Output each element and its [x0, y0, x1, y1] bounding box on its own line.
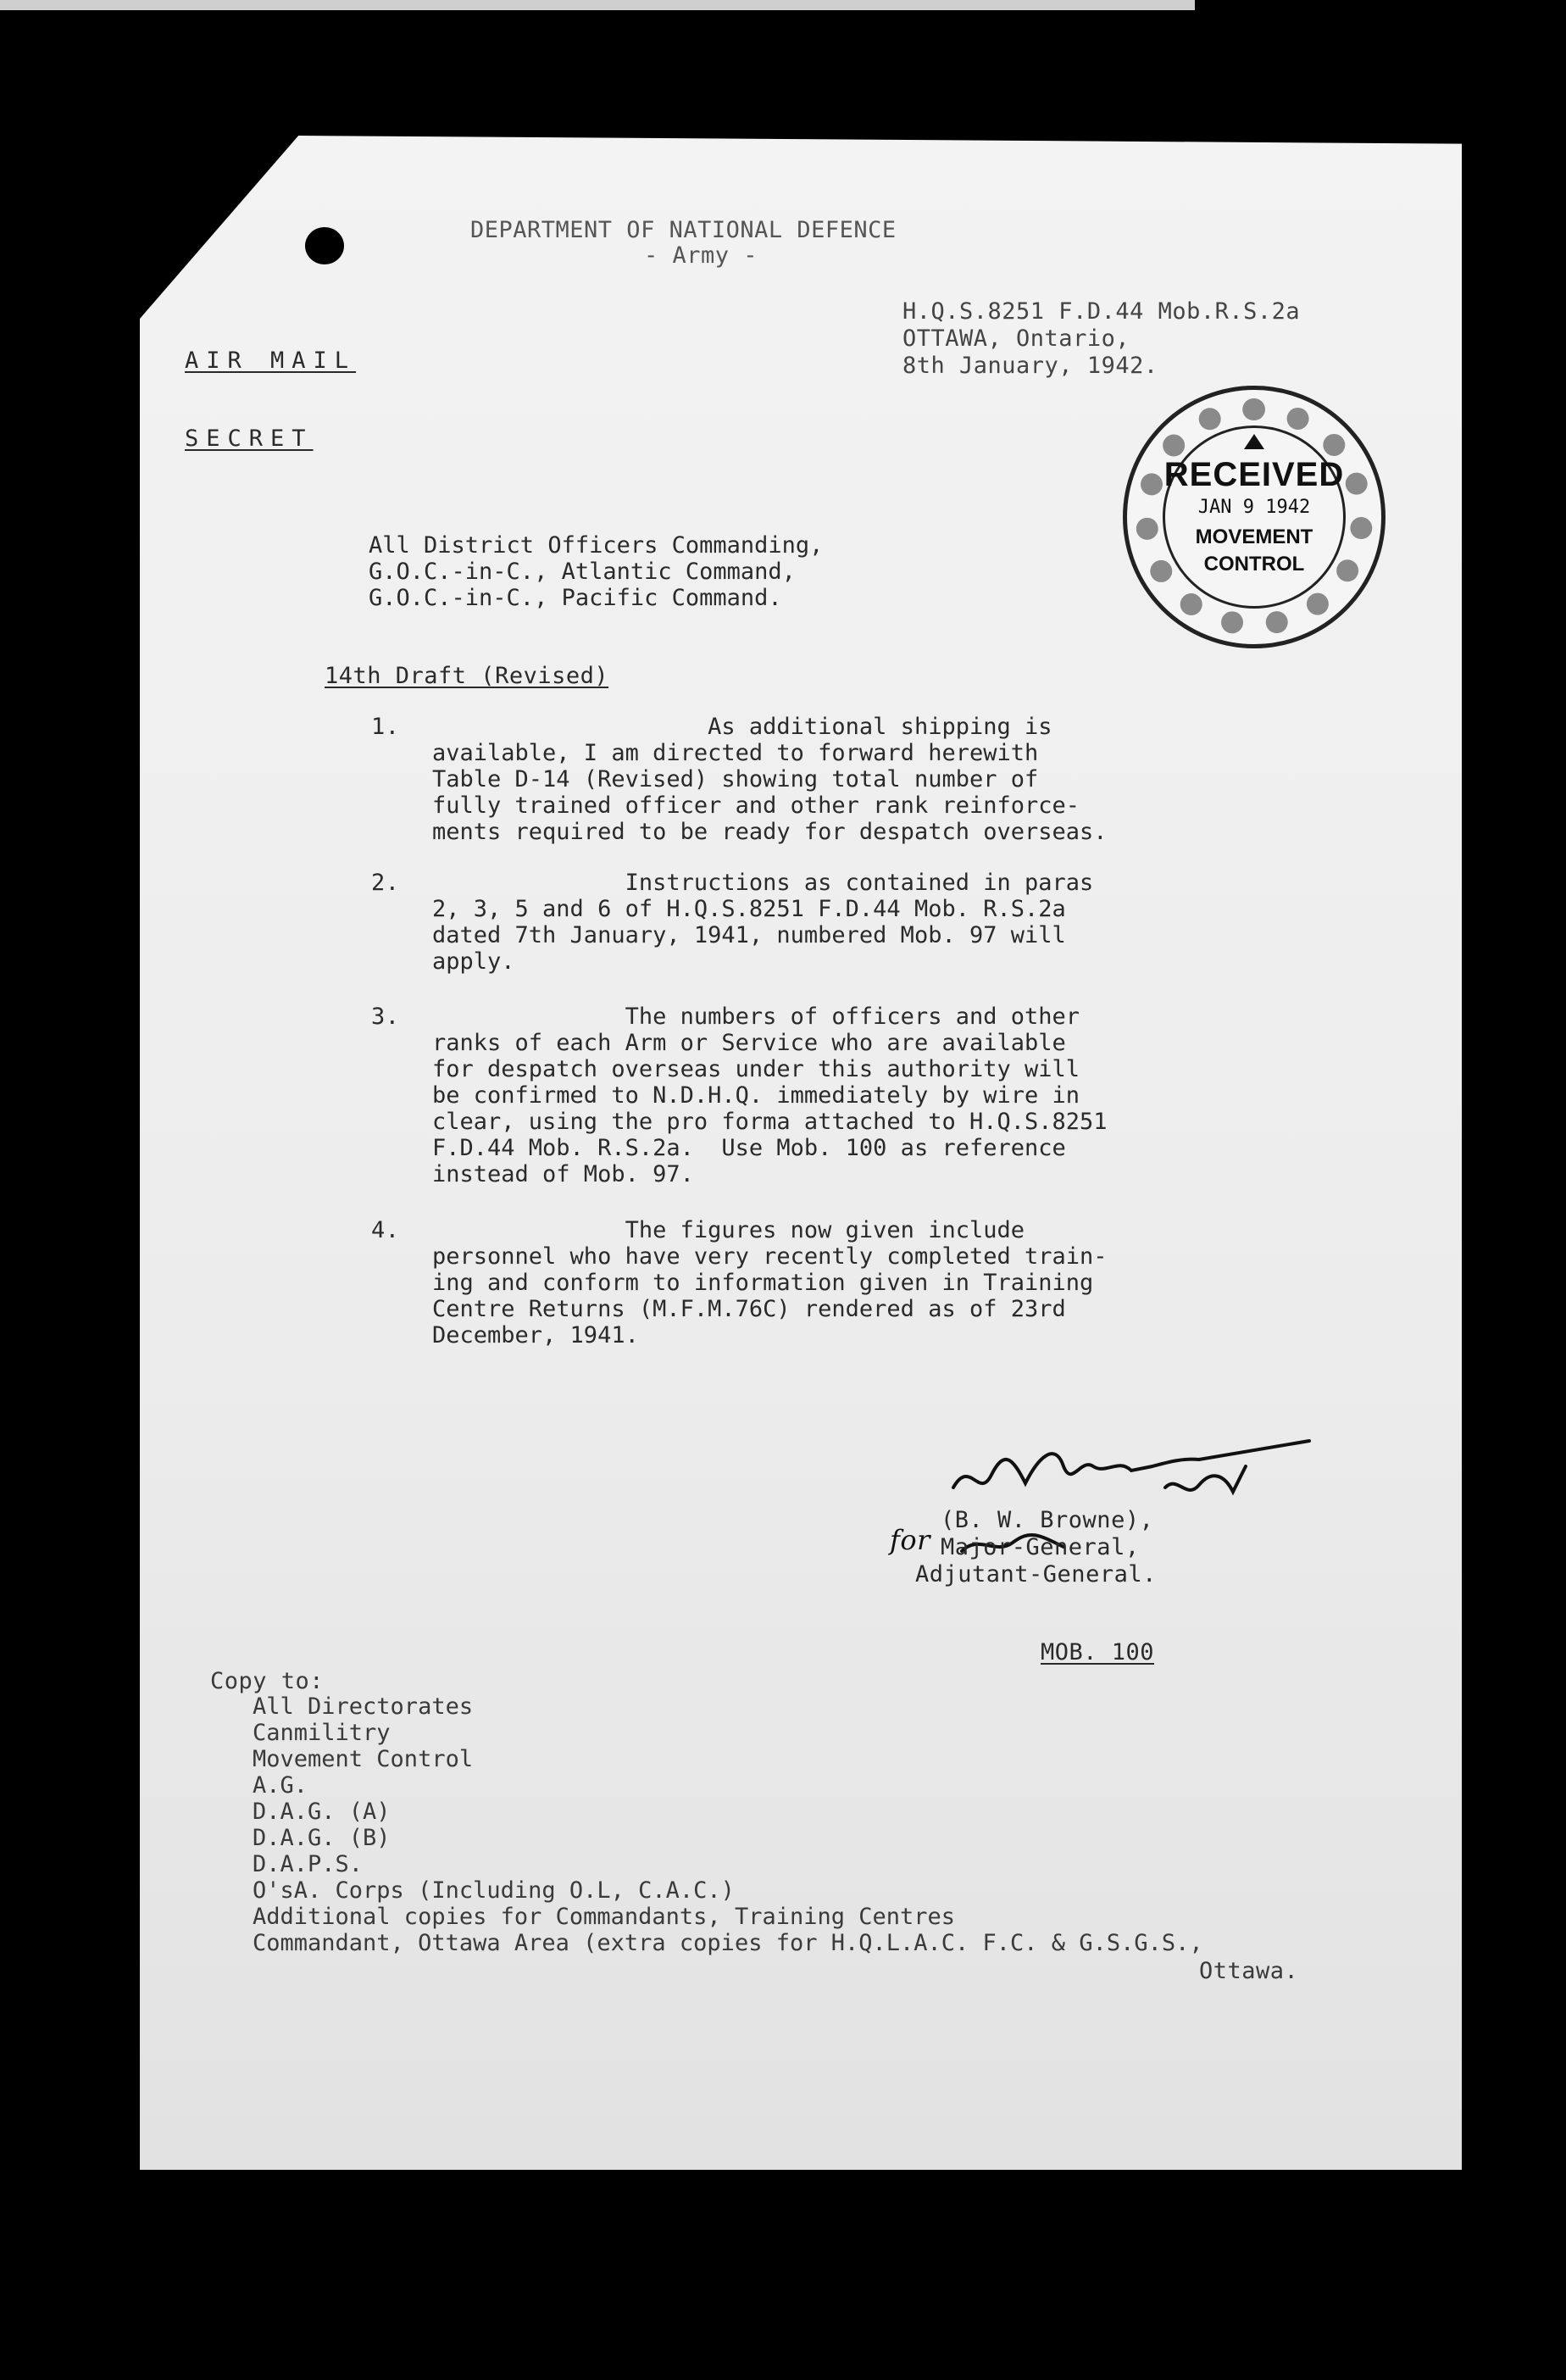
stamp-control: CONTROL [1203, 553, 1305, 576]
paragraph-line: personnel who have very recently completed train- [432, 1243, 1108, 1270]
copy-to-item: All Directorates [253, 1693, 474, 1720]
copy-to-item: D.A.G. (B) [253, 1825, 391, 1851]
signatory-name: (B. W. Browne), [941, 1507, 1154, 1533]
copy-to-item: D.A.P.S. [253, 1851, 364, 1877]
paragraph-number: 4. [371, 1217, 400, 1243]
paragraph-3 [432, 1004, 1108, 1187]
air-mail-label: AIR MAIL [185, 348, 357, 374]
paragraph-line: Table D-14 (Revised) showing total number of [432, 766, 1039, 792]
file-reference: H.Q.S.8251 F.D.44 Mob.R.S.2a [902, 298, 1301, 325]
signatory-title: Adjutant-General. [915, 1561, 1157, 1588]
paragraph-line: clear, using the pro forma attached to H.Q.S.8251 [432, 1109, 1108, 1135]
paragraph-line: apply. [432, 948, 515, 975]
copy-to-item: Commandant, Ottawa Area (extra copies for H.Q.L.A.C. F.C. & G.S.G.S., [253, 1930, 1203, 1956]
paragraph-line: 2, 3, 5 and 6 of H.Q.S.8251 F.D.44 Mob. R.S.2a [432, 896, 1066, 922]
paragraph-line: be confirmed to N.D.H.Q. immediately by wire in [432, 1082, 1080, 1109]
paragraph-line: As additional shipping is [432, 714, 1052, 740]
place-line: OTTAWA, Ontario, [902, 325, 1130, 352]
paragraph-line: instead of Mob. 97. [432, 1161, 694, 1187]
paragraph-4 [432, 1217, 1108, 1348]
stamp-arrow-icon [1244, 434, 1264, 449]
paragraph-line: ranks of each Arm or Service who are available [432, 1030, 1066, 1056]
paragraph-number: 3. [371, 1004, 400, 1030]
copy-to-item: D.A.G. (A) [253, 1799, 391, 1825]
paragraph-line: Instructions as contained in paras [432, 870, 1094, 896]
copy-to-last-line: Ottawa. [1199, 1958, 1299, 1984]
subject-line: 14th Draft (Revised) [325, 663, 609, 689]
mob-reference: MOB. 100 [1041, 1639, 1155, 1665]
paragraph-1 [432, 714, 1108, 845]
army-subheading: - Army - [644, 242, 758, 269]
copy-to-item: Canmilitry [253, 1720, 391, 1746]
film-edge-strip [0, 0, 1195, 10]
paragraph-line: December, 1941. [432, 1322, 639, 1348]
paragraph-line: The numbers of officers and other [432, 1004, 1080, 1030]
paragraph-line: ing and conform to information given in Training [432, 1270, 1094, 1296]
copy-to-list [253, 1693, 1203, 1956]
received-stamp [1123, 386, 1386, 648]
stamp-received-text: RECEIVED [1163, 456, 1345, 493]
copy-to-item: Additional copies for Commandants, Training Centres [253, 1904, 956, 1930]
addressee-line: G.O.C.-in-C., Atlantic Command, [369, 559, 796, 585]
paragraph-2 [432, 870, 1093, 975]
copy-to-item: O'sA. Corps (Including O.L, C.A.C.) [253, 1877, 735, 1904]
copy-to-label: Copy to: [210, 1668, 325, 1694]
paragraph-number: 1. [371, 714, 400, 740]
paragraph-number: 2. [371, 870, 400, 896]
date-line: 8th January, 1942. [902, 353, 1158, 379]
copy-to-item: Movement Control [253, 1746, 474, 1772]
paragraph-line: The figures now given include [432, 1217, 1025, 1243]
addressee-line: G.O.C.-in-C., Pacific Command. [369, 585, 782, 611]
signature-for: for [890, 1524, 930, 1556]
signatory-rank: Major-General, [941, 1534, 1140, 1560]
stamp-movement: MOVEMENT [1195, 525, 1313, 548]
paragraph-line: available, I am directed to forward herewith [432, 740, 1039, 766]
stamp-ring-numbers [1127, 636, 1381, 637]
secret-label: SECRET [185, 425, 314, 452]
paragraph-line: fully trained officer and other rank reinforce- [432, 792, 1080, 819]
stamp-date: JAN 9 1942 [1197, 497, 1311, 518]
paragraph-line: Centre Returns (M.F.M.76C) rendered as of 23rd [432, 1296, 1066, 1322]
paragraph-line: ments required to be ready for despatch overseas. [432, 819, 1108, 845]
paragraph-line: F.D.44 Mob. R.S.2a. Use Mob. 100 as reference [432, 1135, 1066, 1161]
addressee-line: All District Officers Commanding, [369, 532, 824, 559]
copy-to-item: A.G. [253, 1772, 308, 1799]
department-heading: DEPARTMENT OF NATIONAL DEFENCE [470, 217, 897, 243]
punch-hole [305, 227, 344, 264]
addressee-block [369, 532, 823, 611]
paragraph-line: dated 7th January, 1941, numbered Mob. 97 will [432, 922, 1066, 948]
paragraph-line: for despatch overseas under this authority will [432, 1056, 1080, 1082]
